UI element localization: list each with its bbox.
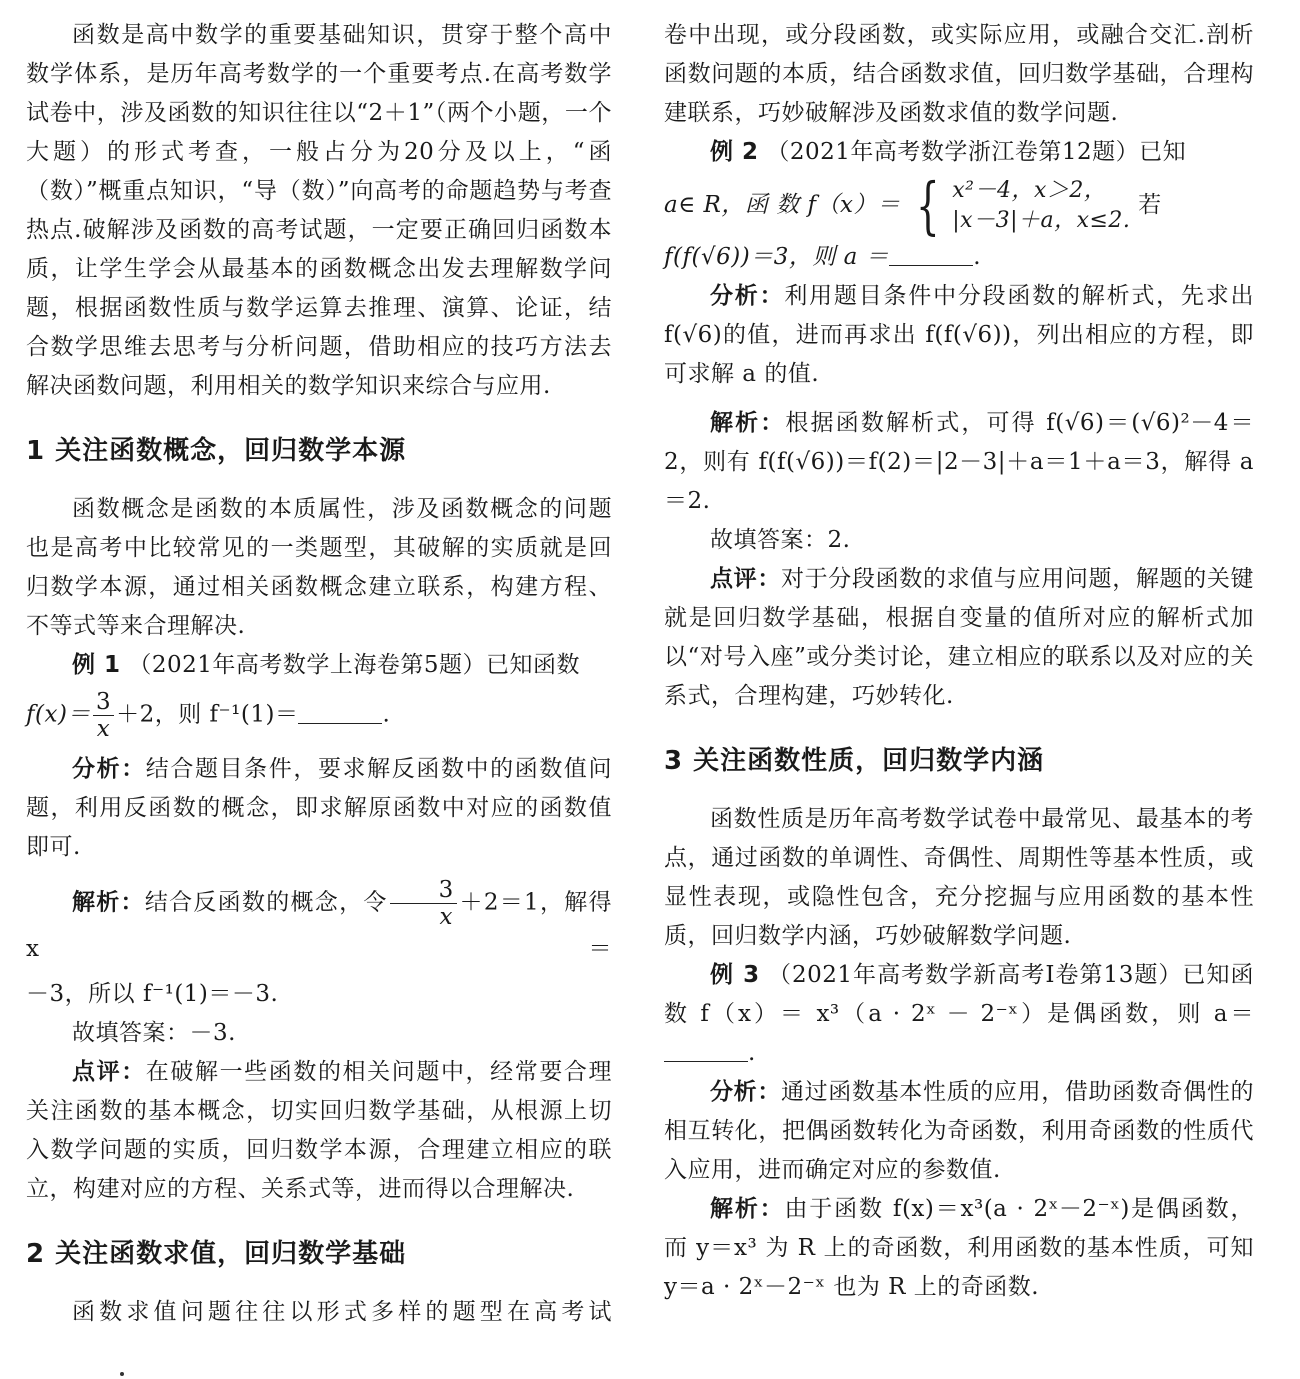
analysis-label: 分析： — [710, 283, 785, 309]
section-1-intro: 函数概念是函数的本质属性，涉及函数概念的问题也是高考中比较常见的一类题型，其破解的实质就是回归数学本源，通过相关函数概念建立联系，构建方程、不等式等来合理解决. — [26, 496, 612, 639]
analysis-text: 结合题目条件，要求解反函数中的函数值问题，利用反函数的概念，即求解原函数中对应的函数值即可. — [26, 756, 613, 860]
piecewise-function — [908, 169, 1131, 242]
solution-label: 解析： — [710, 410, 786, 436]
comment-label: 点评： — [72, 1059, 146, 1085]
example-1-solution-cont: －3，所以 f⁻¹(1)＝－3. — [26, 981, 279, 1007]
example-1-comment — [26, 1053, 612, 1209]
example-2-statement — [664, 133, 1254, 172]
example-3-statement: 例 3 （2021年高考数学新高考Ⅰ卷第13题）已知函数 f（x）＝ x³（a · 2ˣ － 2⁻ˣ）是偶函数，则 a＝. — [664, 962, 1255, 1066]
fraction-numerator: 3 — [93, 689, 114, 716]
solution-text: 由于函数 f(x)＝x³(a · 2ˣ－2⁻ˣ)是偶函数，而 y＝x³ 为 R 上的奇函数，利用函数的基本性质，可知 y＝a · 2ˣ－2⁻ˣ 也为 R 上的奇函数. — [664, 1196, 1254, 1300]
solution-text-a: 结合反函数的概念，令 — [144, 889, 388, 916]
condition-text: f(f(√6))＝3，则 a ＝ — [664, 244, 890, 270]
solution-text: 根据函数解析式，可得 f(√6)＝(√6)²－4＝2，则有 f(f(√6))＝f(2)＝|2－3|＋a＝1＋a＝3，解得 a＝2. — [664, 410, 1254, 514]
example-1-statement — [26, 646, 612, 685]
comment-label: 点评： — [710, 566, 781, 592]
solution-label: 解析： — [710, 1196, 785, 1222]
solution-label: 解析： — [72, 889, 145, 916]
solution-text-b: ＋2＝1，解得 x＝ — [26, 889, 613, 962]
analysis-text: 利用题目条件中分段函数的解析式，先求出 f(√6)的值，进而再求出 f(f(√6))，列出相应的方程，即可求解 a 的值. — [664, 283, 1255, 387]
analysis-label: 分析： — [710, 1079, 781, 1105]
formula-lhs: f(x)＝ — [26, 701, 91, 728]
example-3-label: 例 3 — [710, 962, 760, 988]
case-2: |x－3|＋a，x≤2. — [952, 208, 1131, 233]
answer-blank — [889, 241, 973, 266]
section-2-continued: 卷中出现，或分段函数，或实际应用，或融合交汇.剖析函数问题的本质，结合函数求值，回归数学基础，合理构建联系，巧妙破解涉及函数求值的数学问题. — [664, 22, 1254, 126]
example-3-solution — [664, 1190, 1254, 1307]
comment-text: 对于分段函数的求值与应用问题，解题的关键就是回归数学基础，根据自变量的值所对应的解析式加以“对号入座”或分类讨论，建立相应的联系以及对应的关系式，合理构建，巧妙转化. — [664, 566, 1255, 709]
piecewise-cases — [952, 176, 1130, 236]
example-2-answer: 故填答案：2. — [710, 527, 851, 553]
analysis-text: 通过函数基本性质的应用，借助函数奇偶性的相互转化，把偶函数转化为奇函数，利用奇函数的性质代入应用，进而确定对应的参数值. — [664, 1079, 1255, 1183]
section-3-intro: 函数性质是历年高考数学试卷中最常见、最基本的考点，通过函数的单调性、奇偶性、周期性等基本性质，或显性表现，或隐性包含，充分挖掘与应用函数的基本性质，回归数学内涵，巧妙破解数学问题. — [664, 806, 1254, 949]
example-3-analysis — [664, 1073, 1254, 1190]
example-3-source: （2021年高考数学新高考Ⅰ卷第13题）已知函数 f（x）＝ x³（a · 2ˣ － 2⁻ˣ）是偶函数，则 a＝ — [664, 962, 1255, 1027]
answer-blank — [298, 699, 382, 724]
example-2-condition: f(f(√6))＝3，则 a ＝ . — [664, 238, 1254, 277]
example-2-solution — [664, 404, 1254, 521]
section-3-heading: 3 关注函数性质，回归数学内涵 — [664, 746, 1045, 776]
answer-blank — [664, 1037, 748, 1062]
example-1-source: （2021年高考数学上海卷第5题）已知函数 — [128, 652, 580, 678]
example-1-solution — [26, 877, 612, 969]
intro-paragraph: 函数是高中数学的重要基础知识，贯穿于整个高中数学体系，是历年高考数学的一个重要考点.在高考数学试卷中，涉及函数的知识往往以“2＋1”（两个小题，一个大题）的形式考查，一般占分为20分及以上，“函（数）”概重点知识，“导（数）”向高考的命题趋势与考查热点.破解涉及函数的高考试题，一定要正确回归函数本质，让学生学会从最基本的函数概念出发去理解数学问题，根据函数性质与数学运算去推理、演算、论证，结合数学思维去思考与分析问题，借助相应的技巧方法去解决函数问题，利用相关的数学知识来综合与应用. — [26, 22, 612, 399]
fraction-denominator: x — [96, 716, 111, 742]
brace-icon: { — [916, 169, 941, 242]
section-2-heading: 2 关注函数求值，回归数学基础 — [26, 1239, 407, 1269]
formula-rest: ＋2，则 f⁻¹(1)＝ — [116, 701, 299, 728]
solution-fraction — [390, 877, 457, 930]
left-column — [26, 16, 612, 1332]
if-word: 若 — [1138, 192, 1162, 218]
example-2-comment — [664, 560, 1254, 716]
example-1-formula: f(x)＝ $\frac{3}{x}$ ＋2，则 f⁻¹(1)＝ . — [26, 689, 391, 742]
fraction — [93, 689, 114, 742]
example-2-analysis — [664, 277, 1254, 394]
example-2-piecewise — [664, 169, 1254, 242]
example-1-label: 例 1 — [72, 652, 121, 678]
example-2-source: （2021年高考数学浙江卷第12题）已知 — [766, 139, 1187, 165]
example-1-analysis — [26, 750, 612, 867]
solution-numerator: 3 — [390, 877, 457, 904]
section-1-heading: 1 关注函数概念，回归数学本源 — [26, 436, 407, 466]
section-2-intro: 函数求值问题往往以形式多样的题型在高考试 — [72, 1299, 612, 1325]
right-column — [664, 16, 1254, 1307]
comment-text: 在破解一些函数的相关问题中，经常要合理关注函数的基本概念，切实回归数学基础，从根源上切入数学问题的实质，回归数学本源，合理建立相应的联立，构建对应的方程、关系式等，进而得以合理解决. — [26, 1059, 613, 1202]
stray-mark — [120, 1372, 124, 1376]
piecewise-lhs: a∈ R，函 数 f（x）＝ — [664, 192, 901, 218]
example-2-label: 例 2 — [710, 139, 759, 165]
example-1-answer: 故填答案：－3. — [72, 1020, 236, 1046]
analysis-label: 分析： — [72, 756, 146, 782]
case-1: x²－4，x＞2， — [952, 178, 1107, 203]
solution-denominator: x — [439, 904, 453, 930]
